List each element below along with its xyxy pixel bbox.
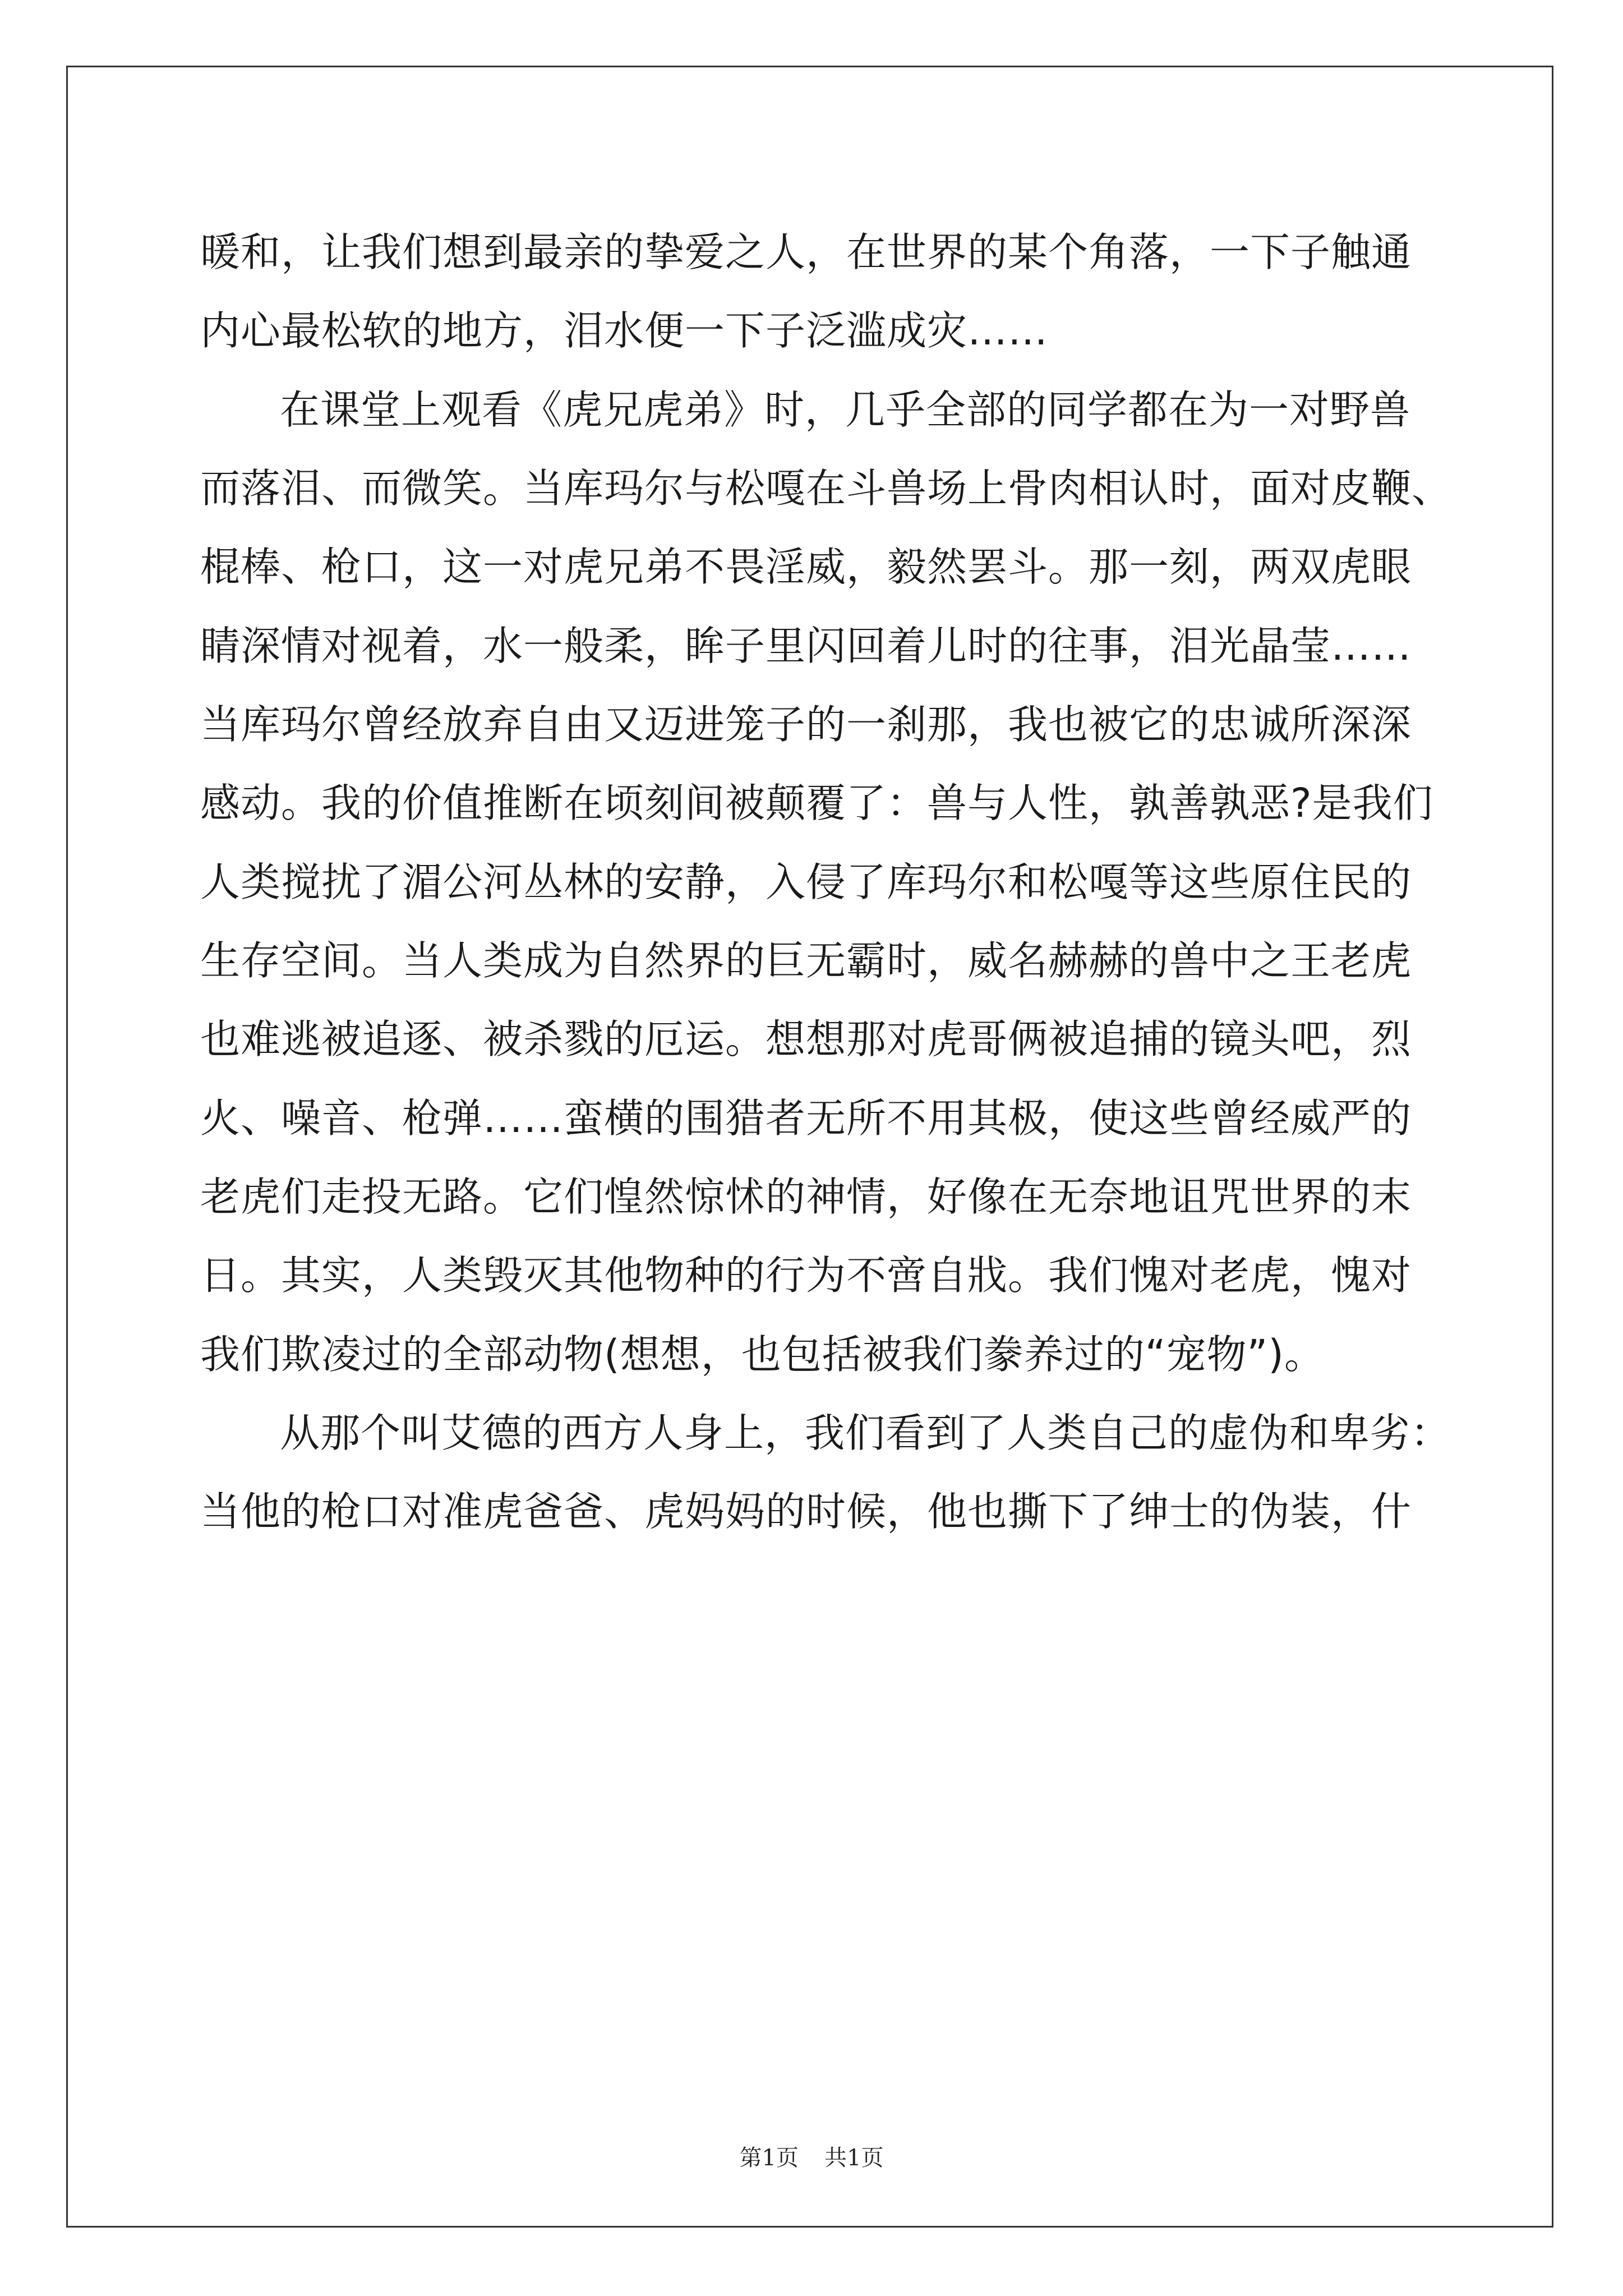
- paragraph-line: 当他的枪口对准虎爸爸、虎妈妈的时候，他也撕下了绅士的伪装，什: [200, 1488, 1412, 1535]
- paragraph-line: 生存空间。当人类成为自然界的巨无霸时，威名赫赫的兽中之王老虎: [200, 937, 1412, 984]
- paragraph-line: 我们欺凌过的全部动物(想想，也包括被我们豢养过的“宠物”)。: [200, 1331, 1325, 1378]
- paragraph-line: 也难逃被追逐、被杀戮的厄运。想想那对虎哥俩被追捕的镜头吧，烈: [200, 1016, 1412, 1062]
- paragraph-line: 在课堂上观看《虎兄虎弟》时，几乎全部的同学都在为一对野兽: [280, 386, 1411, 433]
- page-number: 第1页: [739, 2145, 799, 2171]
- paragraph-line: 感动。我的价值推断在顷刻间被颠覆了：兽与人性，孰善孰恶?是我们: [200, 780, 1433, 826]
- paragraph-line: 人类搅扰了湄公河丛林的安静，入侵了库玛尔和松嘎等这些原住民的: [200, 859, 1412, 905]
- page-footer: [0, 2140, 1623, 2172]
- paragraph-line: 日。其实，人类毁灭其他物种的行为不啻自戕。我们愧对老虎，愧对: [200, 1252, 1412, 1299]
- paragraph-line: 火、噪音、枪弹……蛮横的围猎者无所不用其极，使这些曾经威严的: [200, 1095, 1412, 1142]
- paragraph-line: 老虎们走投无路。它们惶然惊怵的神情，好像在无奈地诅咒世界的末: [200, 1174, 1412, 1220]
- paragraph-line: 当库玛尔曾经放弃自由又迈进笼子的一刹那，我也被它的忠诚所深深: [200, 701, 1412, 748]
- paragraph-line: 暖和，让我们想到最亲的挚爱之人，在世界的某个角落，一下子触通: [200, 229, 1412, 275]
- paragraph-line: 内心最松软的地方，泪水便一下子泛滥成灾……: [200, 307, 1049, 354]
- paragraph-line: 而落泪、而微笑。当库玛尔与松嘎在斗兽场上骨肉相认时，面对皮鞭、: [200, 465, 1453, 512]
- paragraph-line: 棍棒、枪口，这一对虎兄弟不畏淫威，毅然罢斗。那一刻，两双虎眼: [200, 544, 1412, 590]
- page-total: 共1页: [824, 2145, 884, 2171]
- paragraph-line: 从那个叫艾德的西方人身上，我们看到了人类自己的虚伪和卑劣：: [280, 1410, 1451, 1456]
- paragraph-line: 睛深情对视着，水一般柔，眸子里闪回着儿时的往事，泪光晶莹……: [200, 623, 1412, 669]
